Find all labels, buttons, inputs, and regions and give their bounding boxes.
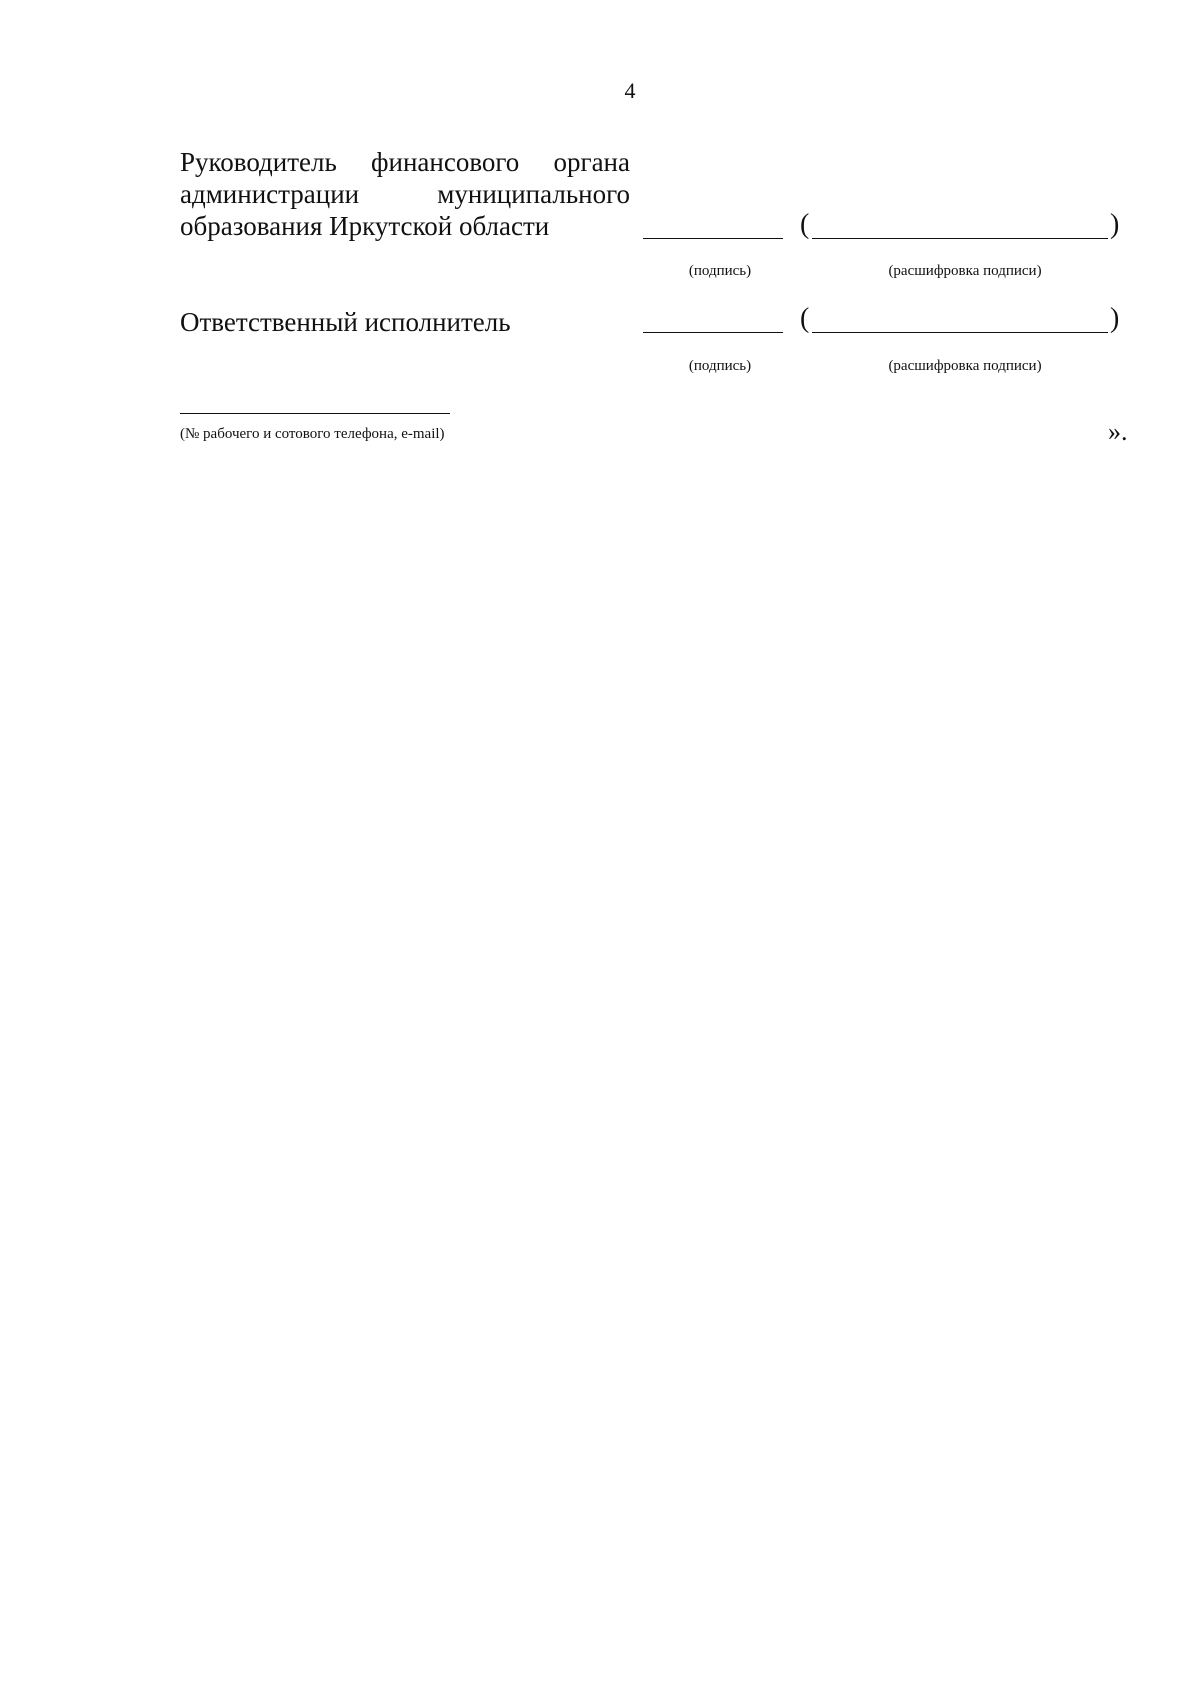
- closing-quote-mark: ».: [1108, 417, 1128, 446]
- executor-role-text: Ответственный исполнитель: [180, 307, 511, 337]
- head-signature-line: [643, 238, 783, 239]
- executor-close-paren: ): [1110, 303, 1120, 334]
- contact-line: [180, 413, 450, 414]
- head-role-line-1: Руководитель финансового органа: [180, 147, 630, 177]
- contact-caption: (№ рабочего и сотового телефона, e-mail): [180, 426, 445, 442]
- head-decoding-line: [812, 238, 1108, 239]
- head-role-line-2: администрации муниципального: [180, 179, 630, 209]
- executor-decoding-line: [812, 332, 1108, 333]
- head-decoding-caption: (расшифровка подписи): [888, 263, 1042, 279]
- executor-signature-line: [643, 332, 783, 333]
- head-role-text: [180, 146, 630, 242]
- head-role-line-3: образования Иркутской области: [180, 211, 550, 241]
- page-number: 4: [624, 78, 636, 103]
- head-open-paren: (: [800, 209, 810, 240]
- head-signature-caption: (подпись): [688, 263, 752, 279]
- executor-signature-caption: (подпись): [688, 358, 752, 374]
- executor-open-paren: (: [800, 303, 810, 334]
- head-close-paren: ): [1110, 209, 1120, 240]
- executor-decoding-caption: (расшифровка подписи): [888, 358, 1042, 374]
